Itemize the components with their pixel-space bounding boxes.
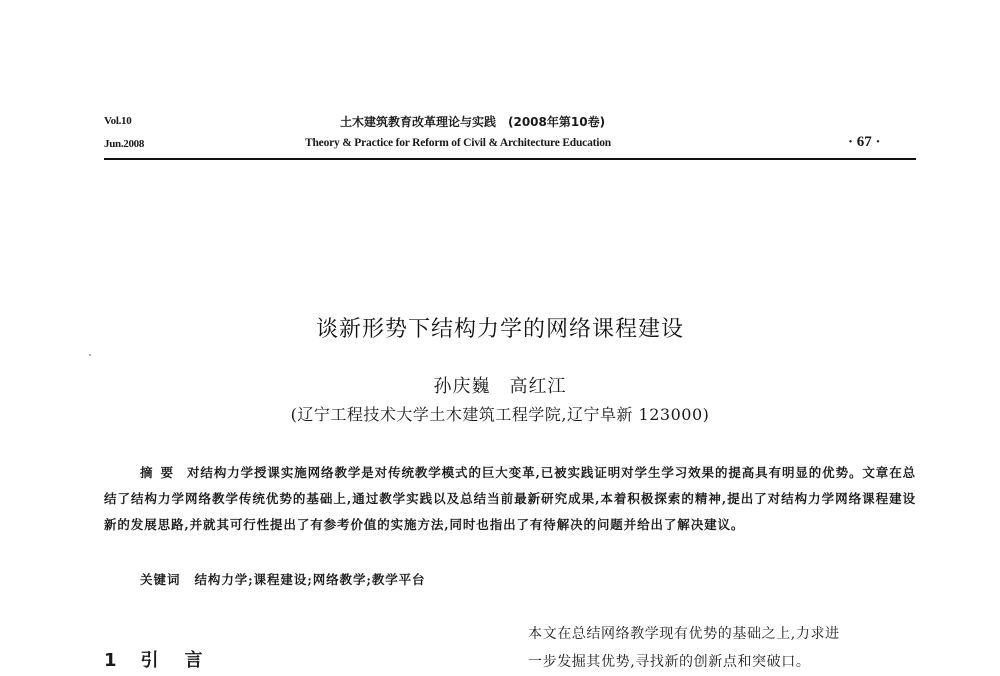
keywords bbox=[140, 570, 425, 588]
page-number: · 67 · bbox=[848, 134, 881, 150]
header-rule bbox=[104, 158, 916, 160]
journal-title-cn: 土木建筑教育改革理论与实践 (2008年第10卷) bbox=[340, 115, 606, 129]
section-title: 引言 bbox=[140, 650, 229, 671]
journal-title-en: Theory & Practice for Reform of Civil & Architecture Education bbox=[305, 137, 612, 149]
article-authors: 孙庆巍 高红江 bbox=[433, 376, 567, 397]
body-line: 本文在总结网络教学现有优势的基础之上,力求进 bbox=[528, 626, 840, 642]
keywords-text: 结构力学;课程建设;网络教学;教学平台 bbox=[194, 572, 426, 587]
body-right-column bbox=[528, 620, 918, 676]
article-title: 谈新形势下结构力学的网络课程建设 bbox=[315, 317, 684, 342]
section-heading bbox=[104, 646, 229, 672]
keywords-label: 关键词 bbox=[140, 572, 181, 587]
volume-label: Vol.10 bbox=[104, 115, 132, 127]
scan-speck bbox=[89, 354, 91, 356]
abstract-text: 对结构力学授课实施网络教学是对传统教学模式的巨大变革,已被实践证明对学生学习效果的提高具有明显的优势。文章在总结了结构力学网络教学传统优势的基础上,通过教学实践以及总结当前最新研究成果,本着积极探索的精神,提出了对结构力学网络课程建设新的发展思路,并就其可行性提出了有参考价值的实施方法,同时也指出了有待解决的问题并给出了解决建议。 bbox=[104, 465, 916, 532]
issue-date: Jun.2008 bbox=[104, 138, 145, 150]
body-line: 一步发掘其优势,寻找新的创新点和突破口。 bbox=[528, 654, 811, 670]
abstract bbox=[104, 460, 916, 538]
section-number: 1 bbox=[104, 650, 117, 671]
abstract-label: 摘要 bbox=[140, 465, 182, 480]
article-affiliation: (辽宁工程技术大学土木建筑工程学院,辽宁阜新 123000) bbox=[290, 405, 710, 424]
